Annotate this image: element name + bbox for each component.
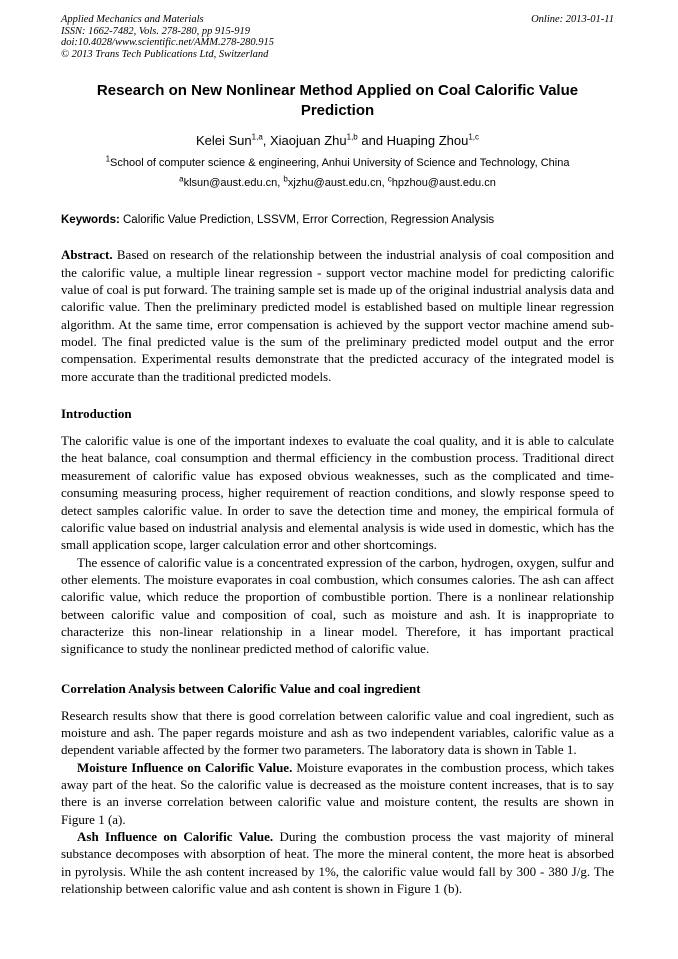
ash-text: During the combustion process the vast majority of mineral substance decomposes with absorption of heat. The more the mineral content, the more heat is absorbed in pyrolysis. While the ash content increased by 1%, the calorific value would fall by 300 - 380 J/g. The relationship between calorific value and ash content is shown in Figure 1 (b). bbox=[61, 829, 615, 897]
journal-header bbox=[61, 14, 614, 60]
author-2-superscript: 1,b bbox=[346, 133, 358, 143]
introduction-paragraph-1: The calorific value is one of the important indexes to evaluate the coal quality, and it is able to calculate the heat balance, coal consumption and thermal efficiency in the combustion process. Traditional direct measurement of calorific value has exposed obvious weaknesses, such as the complicated and time-consuming measuring process, higher requirement of reaction conditions, and slowly response speed to detect samples calorific value. In order to save the detection time and money, the empirical formula of calorific value based on industrial analysis and elemental analysis is wide used in domestic, which has the small application scope, larger calculation error and other shortcomings. bbox=[61, 433, 614, 553]
keywords-label: Keywords: bbox=[61, 214, 120, 227]
authors-line bbox=[61, 133, 614, 148]
moisture-runin-heading: Moisture Influence on Calorific Value. bbox=[77, 759, 293, 775]
moisture-text: Moisture evaporates in the combustion process, which takes away part of the heat. So the calorific value is decreased as the moisture content increases, that is to say there is an inverse correlation between calorific value and moisture content, the results are shown in Figure 1 (a). bbox=[61, 759, 615, 827]
section-heading-correlation: Correlation Analysis between Calorific Value and coal ingredient bbox=[61, 680, 421, 696]
author-2: Xiaojuan Zhu bbox=[270, 133, 347, 149]
email-1-superscript: a bbox=[179, 174, 184, 184]
affiliation-text: School of computer science & engineering, Anhui University of Science and Technology, China bbox=[110, 157, 570, 170]
emails-line bbox=[61, 174, 614, 190]
section-heading-introduction: Introduction bbox=[61, 406, 132, 422]
abstract-label: Abstract. bbox=[61, 247, 113, 263]
author-3: Huaping Zhou bbox=[386, 133, 469, 149]
author-1: Kelei Sun bbox=[195, 133, 252, 149]
doi-line: doi:10.4028/www.scientific.net/AMM.278-280.915 bbox=[61, 37, 274, 49]
issn-line: ISSN: 1662-7482, Vols. 278-280, pp 915-919 bbox=[61, 25, 250, 37]
online-date: Online: 2013-01-11 bbox=[531, 14, 614, 25]
author-separator-2: and bbox=[357, 133, 387, 149]
email-1: klsun@aust.edu.cn, bbox=[183, 177, 284, 190]
introduction-paragraph-2: The essence of calorific value is a concentrated expression of the carbon, hydrogen, oxygen, sulfur and other elements. The moisture evaporates in coal combustion, which consumes calories. The ash can affect calorific value, which reduce the proportion of combustible portion. There is a nonlinear relationship between calorific value and composition of coal, such as moisture and ash. It is inappropriate to characterize this non-linear relationship in a linear model. Therefore, it has important practical significance to study the nonlinear predicted method of calorific value. bbox=[61, 554, 614, 657]
ash-runin-heading: Ash Influence on Calorific Value. bbox=[77, 829, 274, 844]
author-separator-1: , bbox=[262, 133, 270, 149]
ash-paragraph bbox=[61, 828, 614, 897]
affiliation-superscript: 1 bbox=[105, 154, 111, 164]
affiliation-line bbox=[61, 154, 614, 170]
email-2-superscript: b bbox=[283, 174, 288, 184]
keywords-text: Calorific Value Prediction, LSSVM, Error Correction, Regression Analysis bbox=[119, 214, 495, 227]
email-3-superscript: c bbox=[387, 174, 392, 184]
copyright-line: © 2013 Trans Tech Publications Ltd, Switzerland bbox=[61, 48, 269, 60]
keywords-line bbox=[61, 213, 614, 227]
email-3: hpzhou@aust.edu.cn bbox=[391, 177, 496, 190]
moisture-paragraph bbox=[61, 759, 614, 828]
email-2: xjzhu@aust.edu.cn, bbox=[287, 177, 388, 190]
author-3-superscript: 1,c bbox=[468, 133, 480, 143]
paper-title: Research on New Nonlinear Method Applied on Coal Calorific Value Prediction bbox=[96, 82, 579, 119]
abstract-text: Based on research of the relationship between the industrial analysis of coal composition and the calorific value, a multiple linear regression - support vector machine model for predicting calorific value of coal is put forward. The training sample set is made up of the original industrial analysis data and calorific value. Then the preliminary predicted model is established based on multiple linear regression algorithm. At the same time, error compensation is achieved by the support vector machine amend sub-model. The final predicted value is the sum of the preliminary predicted model output and the error compensation. Experimental results demonstrate that the predicted accuracy of the integrated model is more accurate than the traditional predicted models. bbox=[61, 247, 614, 384]
abstract-paragraph bbox=[61, 246, 614, 385]
journal-name: Applied Mechanics and Materials bbox=[61, 14, 204, 25]
author-1-superscript: 1,a bbox=[251, 133, 263, 143]
correlation-paragraph-1: Research results show that there is good correlation between calorific value and coal ingredient, such as moisture and ash. The paper regards moisture and ash as two independent variables, calorific value as a dependent variable affected by the former two parameters. The laboratory data is shown in Table 1. bbox=[61, 707, 614, 758]
